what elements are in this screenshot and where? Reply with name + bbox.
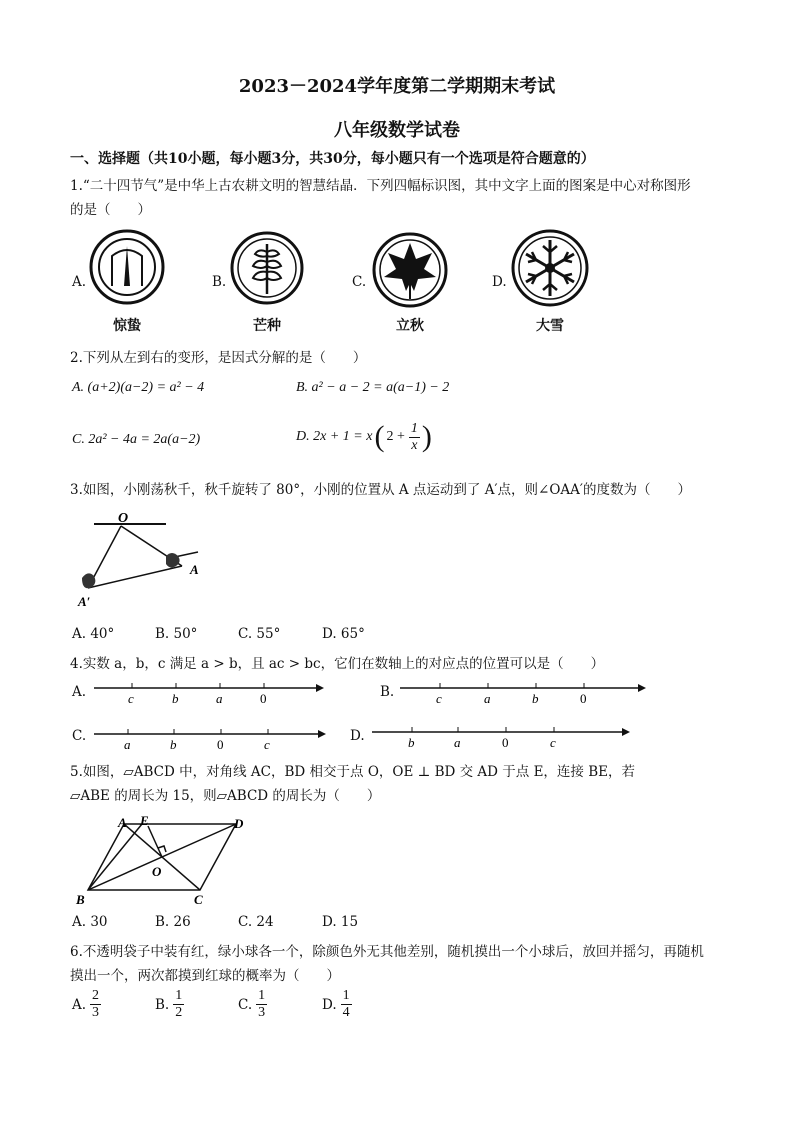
- q4-d-label-3: 0: [502, 735, 509, 750]
- q2-option-d-denominator: x: [411, 437, 418, 453]
- q4-d-label-2: a: [454, 735, 461, 750]
- q6-option-b: [155, 988, 184, 1021]
- q5-label-a: A: [118, 815, 127, 830]
- q5-option-a: A. 30: [72, 914, 108, 930]
- q3-option-d: D. 65°: [322, 626, 365, 642]
- q4-c-label-4: c: [264, 737, 270, 752]
- q5-label-b: B: [76, 892, 85, 907]
- q4-b-label-1: c: [436, 691, 442, 706]
- q6-stem-line2: 摸出一个，两次都摸到红球的概率为（ ）: [70, 968, 340, 984]
- q4-option-b-letter: B.: [380, 684, 395, 700]
- q6-option-b-denominator: 2: [175, 1005, 183, 1020]
- q5-option-c: C. 24: [238, 914, 274, 930]
- exam-subtitle: 八年级数学试卷: [334, 120, 460, 141]
- q3-label-a: A: [190, 562, 199, 577]
- q2-option-d-two: 2 +: [386, 429, 405, 444]
- q1-caption-d: 大雪: [536, 318, 564, 334]
- q3-option-b: B. 50°: [155, 626, 198, 642]
- q1-caption-c: 立秋: [396, 318, 424, 334]
- q4-d-label-4: c: [550, 735, 556, 750]
- q1-option-c-letter: C.: [352, 274, 367, 290]
- q6-option-a-denominator: 3: [92, 1005, 100, 1020]
- q1-caption-b: 芒种: [253, 318, 281, 334]
- q6-option-a-numerator: 2: [92, 988, 100, 1003]
- q6-option-c-letter: C.: [238, 996, 253, 1013]
- q5-stem-line1: 5.如图，▱ABCD 中，对角线 AC，BD 相交于点 O，OE ⊥ BD 交 AD 于点 E，连接 BE，若: [70, 764, 635, 780]
- q1-option-a-letter: A.: [72, 274, 87, 290]
- q4-a-label-3: a: [216, 691, 223, 706]
- q4-b-label-4: 0: [580, 691, 587, 706]
- section-heading: 一、选择题（共10小题，每小题3分，共30分，每小题只有一个选项是符合题意的）: [70, 151, 595, 167]
- q6-stem-line1: 6.不透明袋子中装有红，绿小球各一个，除颜色外无其他差别，随机摸出一个小球后，放回并摇匀，再随机: [70, 944, 704, 960]
- q4-number-line-b: [400, 678, 650, 708]
- liqiu-emblem-icon: [370, 231, 450, 309]
- q6-option-b-letter: B.: [155, 996, 170, 1013]
- q3-stem: 3.如图，小刚荡秋千，秋千旋转了 80°，小刚的位置从 A 点运动到了 A′点，则∠OAA′的度数为（ ）: [70, 482, 691, 498]
- q2-option-d: [296, 420, 432, 454]
- q1-option-d-letter: D.: [492, 274, 507, 290]
- q6-option-a: [72, 988, 101, 1021]
- q6-option-d-numerator: 1: [342, 988, 350, 1003]
- q4-stem: 4.实数 a，b，c 满足 a > b，且 ac > bc，它们在数轴上的对应点的位置可以是（ ）: [70, 656, 605, 672]
- q6-option-c: [238, 988, 267, 1021]
- q5-label-e: E: [140, 813, 149, 828]
- q2-option-d-prefix: D. 2x + 1 = x: [296, 429, 373, 444]
- q2-option-d-numerator: 1: [410, 420, 418, 436]
- q6-option-b-fraction: [173, 988, 184, 1021]
- q4-c-label-1: a: [124, 737, 131, 752]
- q5-parallelogram-figure: [72, 812, 262, 908]
- q3-label-o: O: [118, 511, 129, 526]
- q3-option-a: A. 40°: [72, 626, 115, 642]
- q1-caption-a: 惊蛰: [113, 318, 141, 334]
- q6-option-d-letter: D.: [322, 996, 337, 1013]
- daxue-emblem-icon: [510, 228, 590, 308]
- q1-stem-line1: 1.“二十四节气”是中华上古农耕文明的智慧结晶．下列四幅标识图，其中文字上面的图案是中心对称图形: [70, 178, 691, 194]
- q6-option-d-denominator: 4: [342, 1005, 350, 1020]
- q6-option-a-letter: A.: [72, 996, 87, 1013]
- q6-option-a-fraction: [90, 988, 101, 1021]
- q4-a-label-2: b: [172, 691, 179, 706]
- q5-label-d: D: [234, 816, 244, 831]
- q5-option-b: B. 26: [155, 914, 191, 930]
- q4-number-line-d: [372, 718, 632, 752]
- q3-label-a-prime: A′: [78, 594, 91, 609]
- q5-option-d: D. 15: [322, 914, 359, 930]
- q6-option-c-denominator: 3: [258, 1005, 266, 1020]
- q4-option-c-letter: C.: [72, 728, 87, 744]
- q2-option-c: C. 2a² − 4a = 2a(a−2): [72, 432, 201, 447]
- q4-number-line-a: [94, 678, 326, 708]
- mangzhong-emblem-icon: [229, 230, 305, 306]
- q6-option-c-numerator: 1: [258, 988, 266, 1003]
- q4-option-a-letter: A.: [72, 684, 87, 700]
- q5-label-o: O: [152, 864, 162, 879]
- q2-option-d-paren-close: ): [421, 420, 432, 453]
- jingzhe-emblem-icon: [88, 228, 166, 306]
- exam-title: 2023－2024学年度第二学期期末考试: [238, 76, 556, 97]
- q1-option-b-letter: B.: [212, 274, 227, 290]
- q5-label-c: C: [194, 892, 203, 907]
- q4-c-label-2: b: [170, 737, 177, 752]
- q4-d-label-1: b: [408, 735, 415, 750]
- q4-a-label-1: c: [128, 691, 134, 706]
- q2-stem: 2.下列从左到右的变形，是因式分解的是（ ）: [70, 350, 367, 366]
- q6-option-d: [322, 988, 352, 1021]
- q4-b-label-3: b: [532, 691, 539, 706]
- q6-option-d-fraction: [341, 988, 352, 1021]
- q2-option-d-fraction: [409, 421, 420, 454]
- q4-number-line-c: [94, 724, 330, 754]
- q4-option-d-letter: D.: [350, 728, 365, 744]
- q2-option-d-paren-open: (: [374, 420, 385, 453]
- q3-swing-figure: [74, 508, 214, 614]
- q4-c-label-3: 0: [217, 737, 224, 752]
- q1-stem-line2: 的是（ ）: [70, 202, 151, 218]
- q5-stem-line2: ▱ABE 的周长为 15，则▱ABCD 的周长为（ ）: [70, 788, 381, 804]
- q6-option-c-fraction: [256, 988, 267, 1021]
- q2-option-a: A. (a+2)(a−2) = a² − 4: [72, 380, 205, 395]
- q6-option-b-numerator: 1: [175, 988, 183, 1003]
- q2-option-b: B. a² − a − 2 = a(a−1) − 2: [296, 380, 450, 395]
- q4-b-label-2: a: [484, 691, 491, 706]
- q3-option-c: C. 55°: [238, 626, 281, 642]
- q4-a-label-4: 0: [260, 691, 267, 706]
